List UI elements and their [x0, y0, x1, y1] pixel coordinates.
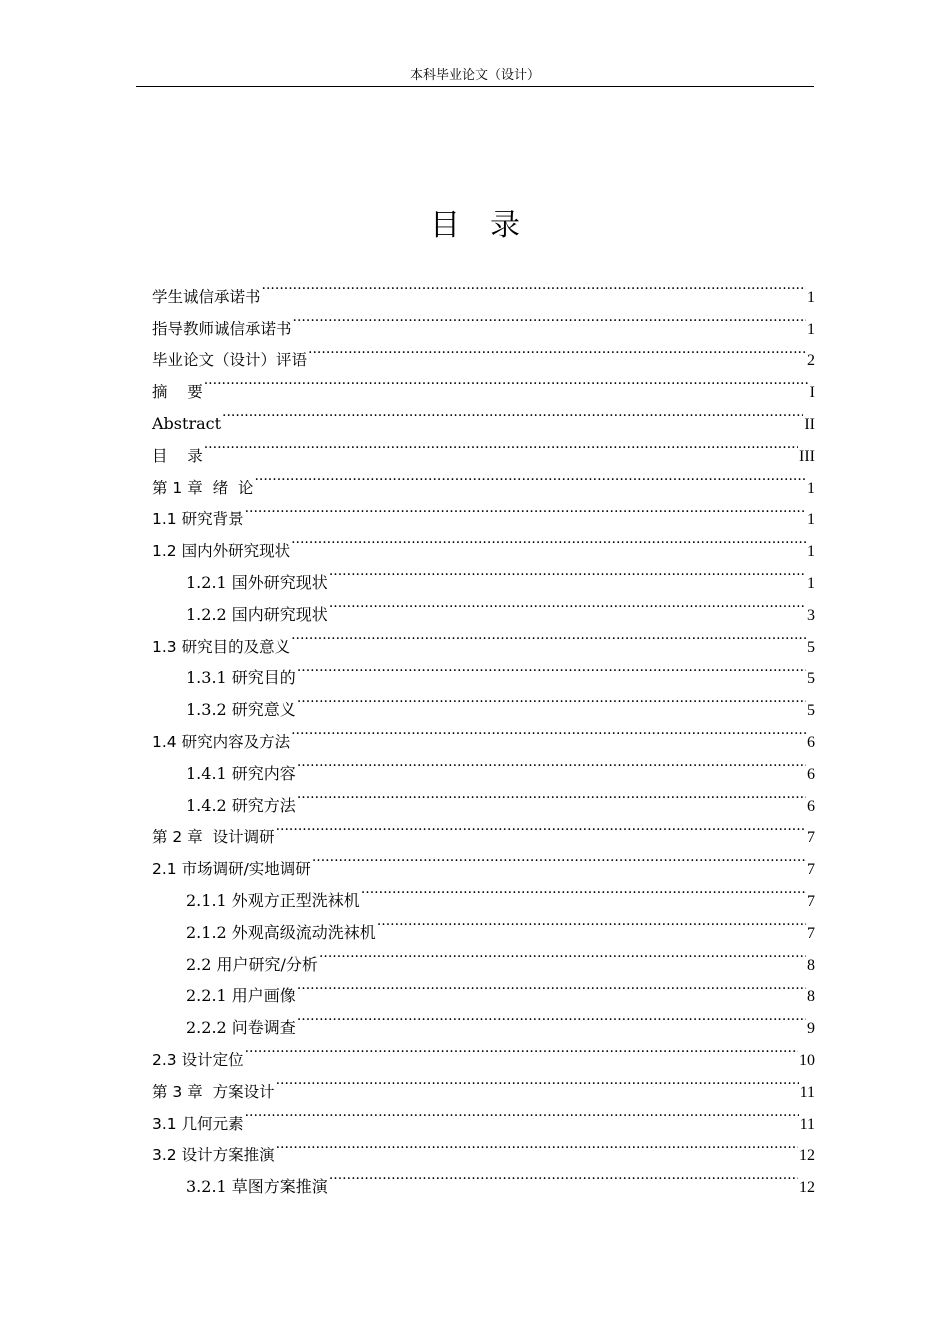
toc-entry[interactable]: [152, 1129, 815, 1165]
toc-page-number: 8: [807, 988, 815, 1006]
toc-page-number: 1: [807, 479, 815, 497]
toc-entry-text: 3.2.1 草图方案推演: [186, 1177, 328, 1197]
toc-entry-text: 1.4 研究内容及方法: [152, 732, 291, 751]
toc-page-number: 3: [807, 606, 815, 624]
toc-dot-leader: [290, 620, 806, 652]
toc-dot-leader: [244, 1033, 798, 1065]
toc-page-number: 1: [807, 320, 815, 338]
toc-dot-leader: [290, 715, 806, 747]
toc-dot-leader: [261, 270, 806, 302]
toc-dot-leader: [307, 334, 806, 366]
toc-entry-text: 3.1 几何元素: [152, 1114, 244, 1133]
toc-page-number: 1: [807, 543, 815, 561]
toc-page-number: 1: [807, 288, 815, 306]
toc-page-number: 5: [807, 702, 815, 720]
toc-dot-leader: [328, 556, 806, 588]
toc-entry[interactable]: [152, 429, 815, 465]
page-header: [136, 66, 814, 87]
toc-dot-leader: [328, 588, 806, 620]
toc-entry-text: 第 2 章 设计调研: [152, 828, 275, 847]
toc-entry-text: 1.2.1 国外研究现状: [186, 572, 328, 592]
toc-dot-leader: [296, 779, 806, 811]
toc-entry[interactable]: [152, 461, 815, 497]
toc-page-number: 7: [807, 924, 815, 942]
toc-entry-text: 第 3 章 方案设计: [152, 1082, 275, 1101]
toc-dot-leader: [244, 493, 806, 525]
toc-entry-text: 1.3.1 研究目的: [186, 668, 296, 688]
toc-dot-leader: [296, 1001, 806, 1033]
toc-dot-leader: [376, 906, 806, 938]
toc-dot-leader: [318, 938, 806, 970]
toc-dot-leader: [296, 683, 806, 715]
toc-entry-text: 学生诚信承诺书: [152, 287, 261, 306]
toc-page-number: III: [799, 447, 815, 465]
toc-page-number: 2: [807, 352, 815, 370]
toc-entry-text: 3.2 设计方案推演: [152, 1146, 275, 1165]
toc-page-number: 10: [799, 1051, 815, 1069]
toc-dot-leader: [311, 842, 806, 874]
toc-page-number: 8: [807, 956, 815, 974]
toc-dot-leader: [275, 1065, 799, 1097]
toc-entry[interactable]: [152, 524, 815, 561]
toc-entry-text: Abstract: [152, 413, 222, 433]
toc-entry-text: 2.1.2 外观高级流动洗袜机: [186, 922, 376, 942]
toc-dot-leader: [275, 1129, 798, 1161]
toc-entry-text: 1.3 研究目的及意义: [152, 637, 291, 656]
toc-entry-text: 2.2 用户研究/分析: [186, 954, 318, 974]
toc-page-number: 11: [799, 1083, 815, 1101]
table-of-contents: [152, 270, 815, 1197]
toc-dot-leader: [244, 1097, 799, 1129]
toc-entry-text: 毕业论文（设计）评语: [152, 351, 308, 370]
toc-dot-leader: [296, 970, 806, 1002]
toc-dot-leader: [290, 524, 806, 556]
toc-page-number: 6: [807, 733, 815, 751]
toc-page-number: 5: [807, 638, 815, 656]
toc-page-number: 1: [807, 511, 815, 529]
toc-page-number: 12: [799, 1147, 815, 1165]
toc-entry-text: 2.1.1 外观方正型洗袜机: [186, 890, 360, 910]
toc-entry[interactable]: [152, 270, 815, 306]
toc-dot-leader: [328, 1160, 798, 1192]
toc-entry-text: 1.2.2 国内研究现状: [186, 604, 328, 624]
toc-entry-text: 2.3 设计定位: [152, 1050, 244, 1069]
toc-dot-leader: [296, 747, 806, 779]
toc-entry[interactable]: [152, 1065, 815, 1101]
toc-page-number: 7: [807, 861, 815, 879]
toc-dot-leader: [296, 652, 806, 684]
toc-page-number: 11: [799, 1115, 815, 1133]
toc-entry-text: 2.2.2 问卷调查: [186, 1018, 296, 1038]
toc-page-number: 7: [807, 892, 815, 910]
toc-entry-text: 2.1 市场调研/实地调研: [152, 860, 311, 879]
toc-entry-text: 1.4.1 研究内容: [186, 763, 296, 783]
toc-entry[interactable]: [152, 1033, 815, 1069]
page-header-text: 本科毕业论文（设计）: [409, 68, 540, 83]
toc-page-number: 9: [807, 1020, 815, 1038]
toc-entry-text: 摘 要: [152, 383, 203, 402]
toc-dot-leader: [203, 365, 809, 397]
toc-page-number: I: [809, 384, 815, 402]
toc-entry-text: 1.2 国内外研究现状: [152, 542, 291, 561]
toc-entry[interactable]: [152, 493, 815, 529]
toc-dot-leader: [292, 302, 806, 334]
toc-entry-text: 目 录: [152, 446, 203, 465]
toc-page-number: 6: [807, 765, 815, 783]
toc-dot-leader: [275, 811, 806, 843]
toc-dot-leader: [360, 874, 806, 906]
toc-page-number: 12: [799, 1179, 815, 1197]
toc-entry-text: 2.2.1 用户画像: [186, 986, 296, 1006]
toc-page-number: 6: [807, 797, 815, 815]
toc-dot-leader: [203, 429, 798, 461]
toc-entry-text: 1.1 研究背景: [152, 510, 244, 529]
toc-entry-text: 指导教师诚信承诺书: [152, 319, 292, 338]
toc-entry[interactable]: [152, 397, 815, 433]
toc-page-number: 5: [807, 670, 815, 688]
page-title: 目录: [430, 208, 550, 243]
toc-entry-text: 1.4.2 研究方法: [186, 795, 296, 815]
toc-entry-text: 第 1 章 绪 论: [152, 478, 254, 497]
toc-page-number: 1: [807, 574, 815, 592]
toc-dot-leader: [253, 461, 806, 493]
toc-page-number: II: [804, 415, 815, 433]
toc-page-number: 7: [807, 829, 815, 847]
toc-dot-leader: [221, 397, 803, 429]
toc-entry-text: 1.3.2 研究意义: [186, 700, 296, 720]
toc-entry[interactable]: [152, 1097, 815, 1133]
toc-entry[interactable]: [152, 365, 815, 402]
